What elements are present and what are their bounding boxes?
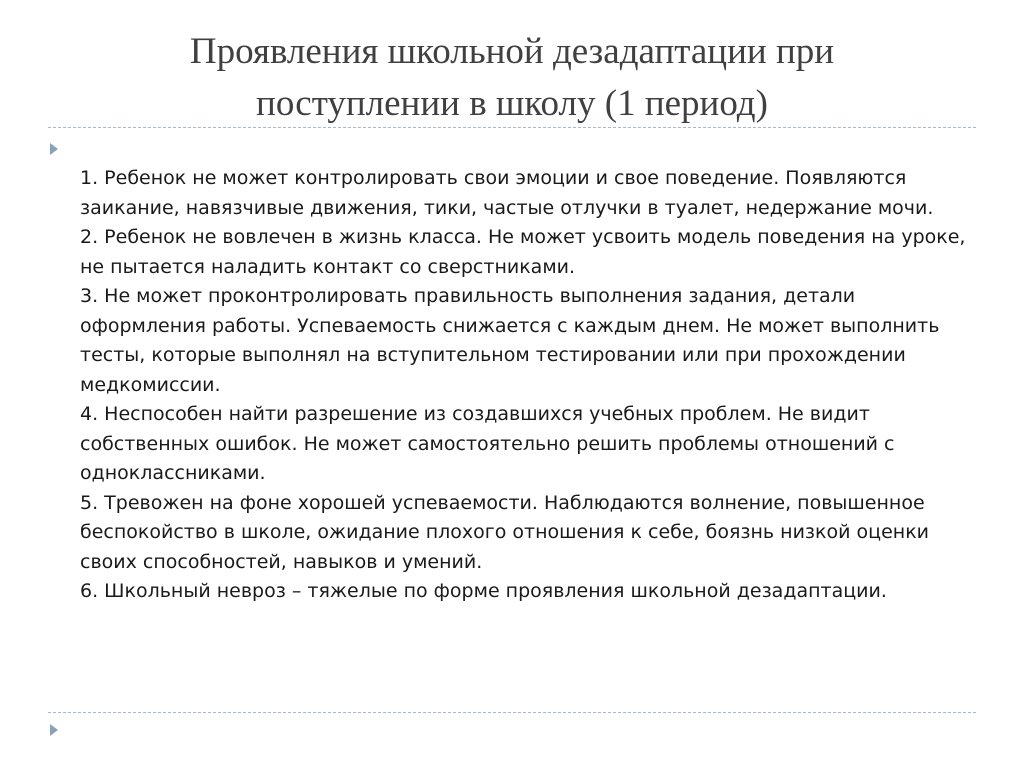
bottom-divider bbox=[48, 712, 976, 713]
body-item-3: 3. Не может проконтролировать правильность выполнения задания, детали оформления работы. Успеваемость снижается с каждым днем. Не может выполнить тесты, которые выполнял на вступительном тестировании или при прохождении медкомиссии. bbox=[80, 285, 940, 396]
body-item-6: 6. Школьный невроз – тяжелые по форме проявления школьной дезадаптации. bbox=[80, 580, 887, 602]
slide-title-line-2: поступлении в школу (1 период) bbox=[256, 83, 768, 124]
triangle-bullet-icon bbox=[50, 143, 58, 155]
slide-title bbox=[40, 26, 984, 130]
body-item-1: 1. Ребенок не может контролировать свои эмоции и свое поведение. Появляются заикание, навязчивые движения, тики, частые отлучки в туалет, недержание мочи. bbox=[80, 167, 934, 219]
body-item-4: 4. Неспособен найти разрешение из создавшихся учебных проблем. Не видит собственных ошибок. Не может самостоятельно решить проблемы отношений с одноклассниками. bbox=[80, 403, 895, 484]
title-divider bbox=[48, 127, 976, 128]
slide-title-line-1: Проявления школьной дезадаптации при bbox=[189, 31, 835, 72]
body-item-5: 5. Тревожен на фоне хорошей успеваемости. Наблюдаются волнение, повышенное беспокойство в школе, ожидание плохого отношения к себе, боязнь низкой оценки своих способностей, навыков и умений. bbox=[80, 491, 930, 573]
triangle-bullet-icon bbox=[50, 724, 58, 736]
body-item-2: 2. Ребенок не вовлечен в жизнь класса. Не может усвоить модель поведения на уроке, не пытается наладить контакт со сверстниками. bbox=[80, 226, 966, 278]
slide-body bbox=[80, 164, 980, 607]
